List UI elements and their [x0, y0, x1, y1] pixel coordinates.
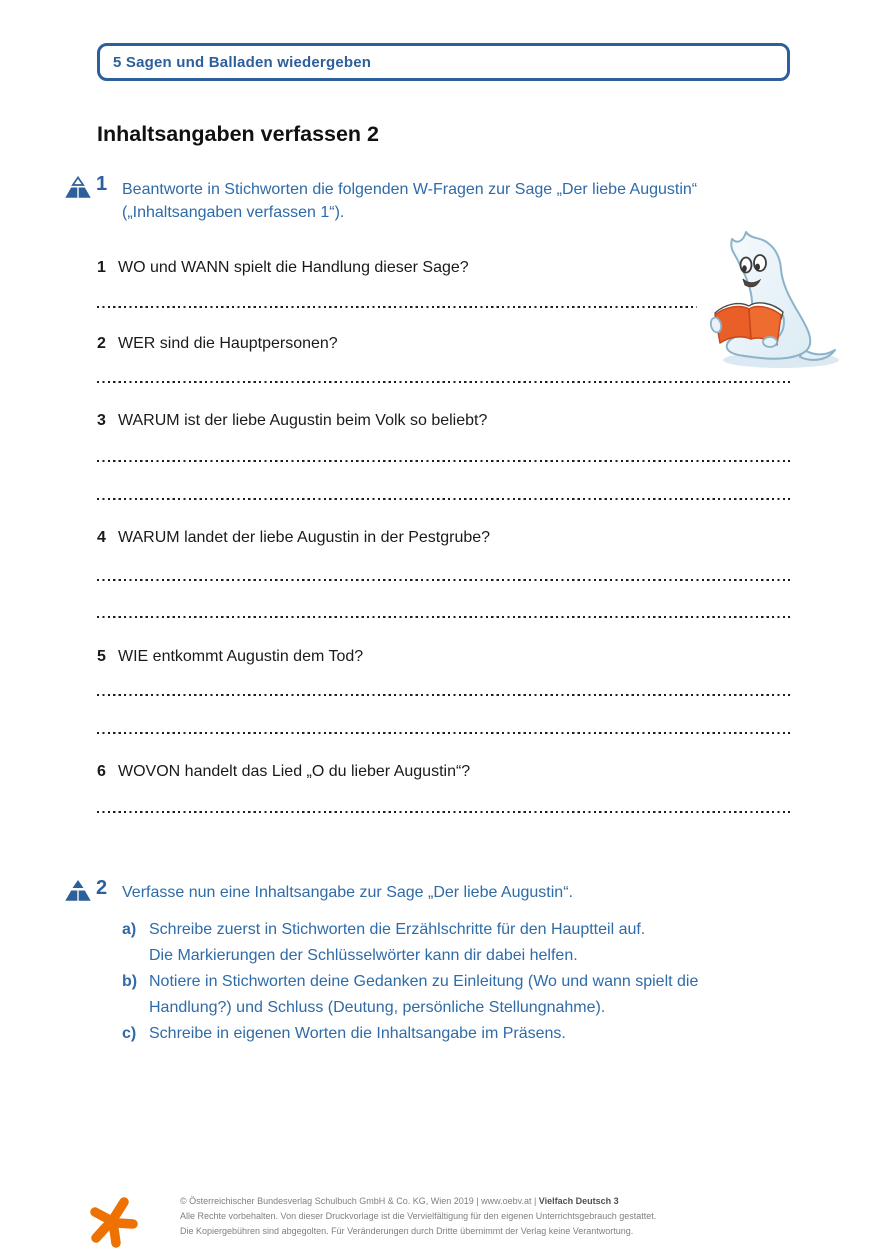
task2-number: 2 — [96, 877, 108, 899]
answer-line[interactable] — [97, 460, 790, 463]
subtask-text: Schreibe in eigenen Worten die Inhaltsangabe im Präsens. — [149, 1025, 566, 1042]
difficulty-pyramid-icon — [63, 176, 93, 199]
subtask-label: a) — [122, 921, 137, 938]
subtask-label: b) — [122, 973, 138, 990]
answer-line[interactable] — [97, 381, 790, 384]
task1-instruction: Beantworte in Stichworten die folgenden W-Fragen zur Sage „Der liebe Augustin“ („Inhaltsangaben verfassen 1“). — [122, 181, 698, 221]
answer-line[interactable] — [97, 732, 790, 735]
ghost-reading-book-icon — [699, 229, 859, 370]
question-number: 6 — [97, 763, 106, 780]
subtask-text: Schreibe zuerst in Stichworten die Erzählschritte für den Hauptteil auf. Die Markierungen der Schlüsselwörter kann dir dabei helfen. — [149, 921, 646, 964]
answer-line[interactable] — [97, 811, 790, 814]
question-6 — [97, 763, 797, 781]
question-text: WOVON handelt das Lied „O du lieber Augustin“? — [118, 763, 471, 780]
answer-line[interactable] — [97, 306, 697, 309]
question-2 — [97, 335, 797, 353]
question-1 — [97, 259, 797, 277]
page-title: Inhaltsangaben verfassen 2 — [97, 122, 379, 146]
question-text: WARUM landet der liebe Augustin in der Pestgrube? — [118, 529, 491, 546]
chapter-header-box — [97, 43, 790, 81]
subtask-b — [122, 969, 782, 1021]
oebv-asterisk-logo — [87, 1192, 141, 1250]
chapter-header-label: 5 Sagen und Balladen wiedergeben — [113, 53, 372, 71]
subtask-label: c) — [122, 1025, 137, 1042]
question-number: 3 — [97, 412, 106, 429]
question-text: WIE entkommt Augustin dem Tod? — [118, 648, 364, 665]
task2-subtasks — [122, 917, 782, 1047]
question-number: 2 — [97, 335, 106, 352]
footer-line-3: Die Kopiergebühren sind abgegolten. Für Veränderungen durch Dritte übernimmt der Verlag keine Verantwortung. — [180, 1226, 634, 1236]
answer-line[interactable] — [97, 694, 790, 697]
answer-line[interactable] — [97, 498, 790, 501]
task2-instruction: Verfasse nun eine Inhaltsangabe zur Sage „Der liebe Augustin“. — [122, 884, 573, 901]
question-text: WARUM ist der liebe Augustin beim Volk so beliebt? — [118, 412, 488, 429]
question-text: WER sind die Hauptpersonen? — [118, 335, 338, 352]
difficulty-pyramid-icon — [63, 879, 93, 902]
footer-book-title: Vielfach Deutsch 3 — [538, 1196, 619, 1206]
footer-publisher-text: © Österreichischer Bundesverlag Schulbuch GmbH & Co. KG, Wien 2019 | www.oebv.at | — [180, 1196, 539, 1206]
answer-line[interactable] — [97, 579, 790, 582]
answer-line[interactable] — [97, 616, 790, 619]
question-text: WO und WANN spielt die Handlung dieser Sage? — [118, 259, 469, 276]
question-5 — [97, 648, 797, 666]
subtask-c — [122, 1021, 782, 1047]
footer-copyright — [180, 1194, 800, 1239]
question-3 — [97, 412, 797, 430]
question-number: 5 — [97, 648, 106, 665]
subtask-a — [122, 917, 782, 969]
question-4 — [97, 529, 797, 547]
task1-number: 1 — [96, 173, 108, 195]
footer-line-1 — [180, 1194, 800, 1209]
question-number: 1 — [97, 259, 106, 276]
question-number: 4 — [97, 529, 106, 546]
subtask-text: Notiere in Stichworten deine Gedanken zu Einleitung (Wo und wann spielt die Handlung?) und Schluss (Deutung, persönliche Stellungnahme). — [149, 973, 699, 1016]
footer-line-2: Alle Rechte vorbehalten. Von dieser Druckvorlage ist die Vervielfältigung für den eigenen Unterrichtsgebrauch gestattet. — [180, 1211, 657, 1221]
